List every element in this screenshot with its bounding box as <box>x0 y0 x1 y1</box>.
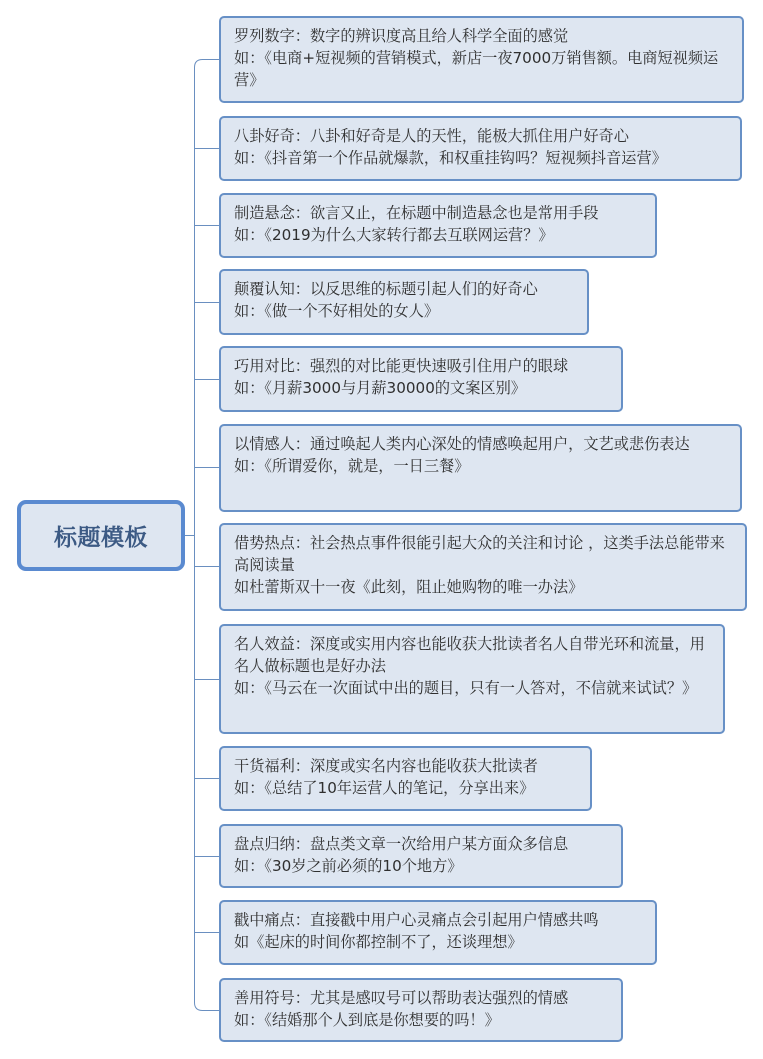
child-example: 如：《结婚那个人到底是你想要的吗！》 <box>234 1011 500 1029</box>
child-node-pain-points[interactable] <box>219 900 657 965</box>
child-example: 如：《月薪3000与月薪30000的文案区别》 <box>234 379 526 397</box>
child-example: 如：《2019为什么大家转行都去互联网运营？》 <box>234 226 554 244</box>
child-node-subvert-cognition[interactable] <box>219 269 589 335</box>
child-description: 借势热点：社会热点事件很能引起大众的关注和讨论 ，这类手法总能带来高阅读量 <box>234 534 725 574</box>
child-description: 罗列数字：数字的辨识度高且给人科学全面的感觉 <box>234 27 569 45</box>
child-description: 巧用对比：强烈的对比能更快速吸引住用户的眼球 <box>234 357 569 375</box>
child-node-emotion[interactable] <box>219 424 742 512</box>
child-example: 如《起床的时间你都控制不了，还谈理想》 <box>234 933 523 951</box>
child-description: 戳中痛点：直接戳中用户心灵痛点会引起用户情感共鸣 <box>234 911 599 929</box>
child-node-contrast[interactable] <box>219 346 623 412</box>
child-node-practical-benefits[interactable] <box>219 746 592 811</box>
child-description: 以情感人：通过唤起人类内心深处的情感唤起用户，文艺或悲伤表达 <box>234 435 690 453</box>
child-example: 如：《做一个不好相处的女人》 <box>234 302 440 320</box>
child-example: 如：《马云在一次面试中出的题目，只有一人答对，不信就来试试？》 <box>234 679 698 697</box>
child-node-list-numbers[interactable] <box>219 16 744 103</box>
child-description: 干货福利：深度或实名内容也能收获大批读者 <box>234 757 538 775</box>
child-description: 名人效益：深度或实用内容也能收获大批读者名人自带光环和流量，用名人做标题也是好办法 <box>234 635 705 675</box>
child-example: 如杜蕾斯双十一夜《此刻，阻止她购物的唯一办法》 <box>234 578 584 596</box>
child-description: 八卦好奇：八卦和好奇是人的天性，能极大抓住用户好奇心 <box>234 127 629 145</box>
child-description: 颠覆认知：以反思维的标题引起人们的好奇心 <box>234 280 538 298</box>
child-example: 如：《总结了10年运营人的笔记，分享出来》 <box>234 779 535 797</box>
child-example: 如：《电商+短视频的营销模式，新店一夜7000万销售额。电商短视频运营》 <box>234 49 719 89</box>
child-node-trending-topics[interactable] <box>219 523 747 611</box>
spine-connector <box>195 60 220 1011</box>
child-node-gossip-curiosity[interactable] <box>219 116 742 181</box>
child-node-roundup[interactable] <box>219 824 623 888</box>
child-description: 善用符号：尤其是感叹号可以帮助表达强烈的情感 <box>234 989 569 1007</box>
root-label: 标题模板 <box>54 525 148 551</box>
child-node-celebrity-effect[interactable] <box>219 624 725 734</box>
child-description: 盘点归纳：盘点类文章一次给用户某方面众多信息 <box>234 835 569 853</box>
child-node-punctuation[interactable] <box>219 978 623 1042</box>
root-node[interactable] <box>17 500 185 571</box>
child-node-suspense[interactable] <box>219 193 657 258</box>
child-description: 制造悬念：欲言又止，在标题中制造悬念也是常用手段 <box>234 204 599 222</box>
child-example: 如：《抖音第一个作品就爆款，和权重挂钩吗？短视频抖音运营》 <box>234 149 667 167</box>
child-example: 如：《30岁之前必须的10个地方》 <box>234 857 463 875</box>
child-example: 如：《所谓爱你，就是，一日三餐》 <box>234 457 470 475</box>
